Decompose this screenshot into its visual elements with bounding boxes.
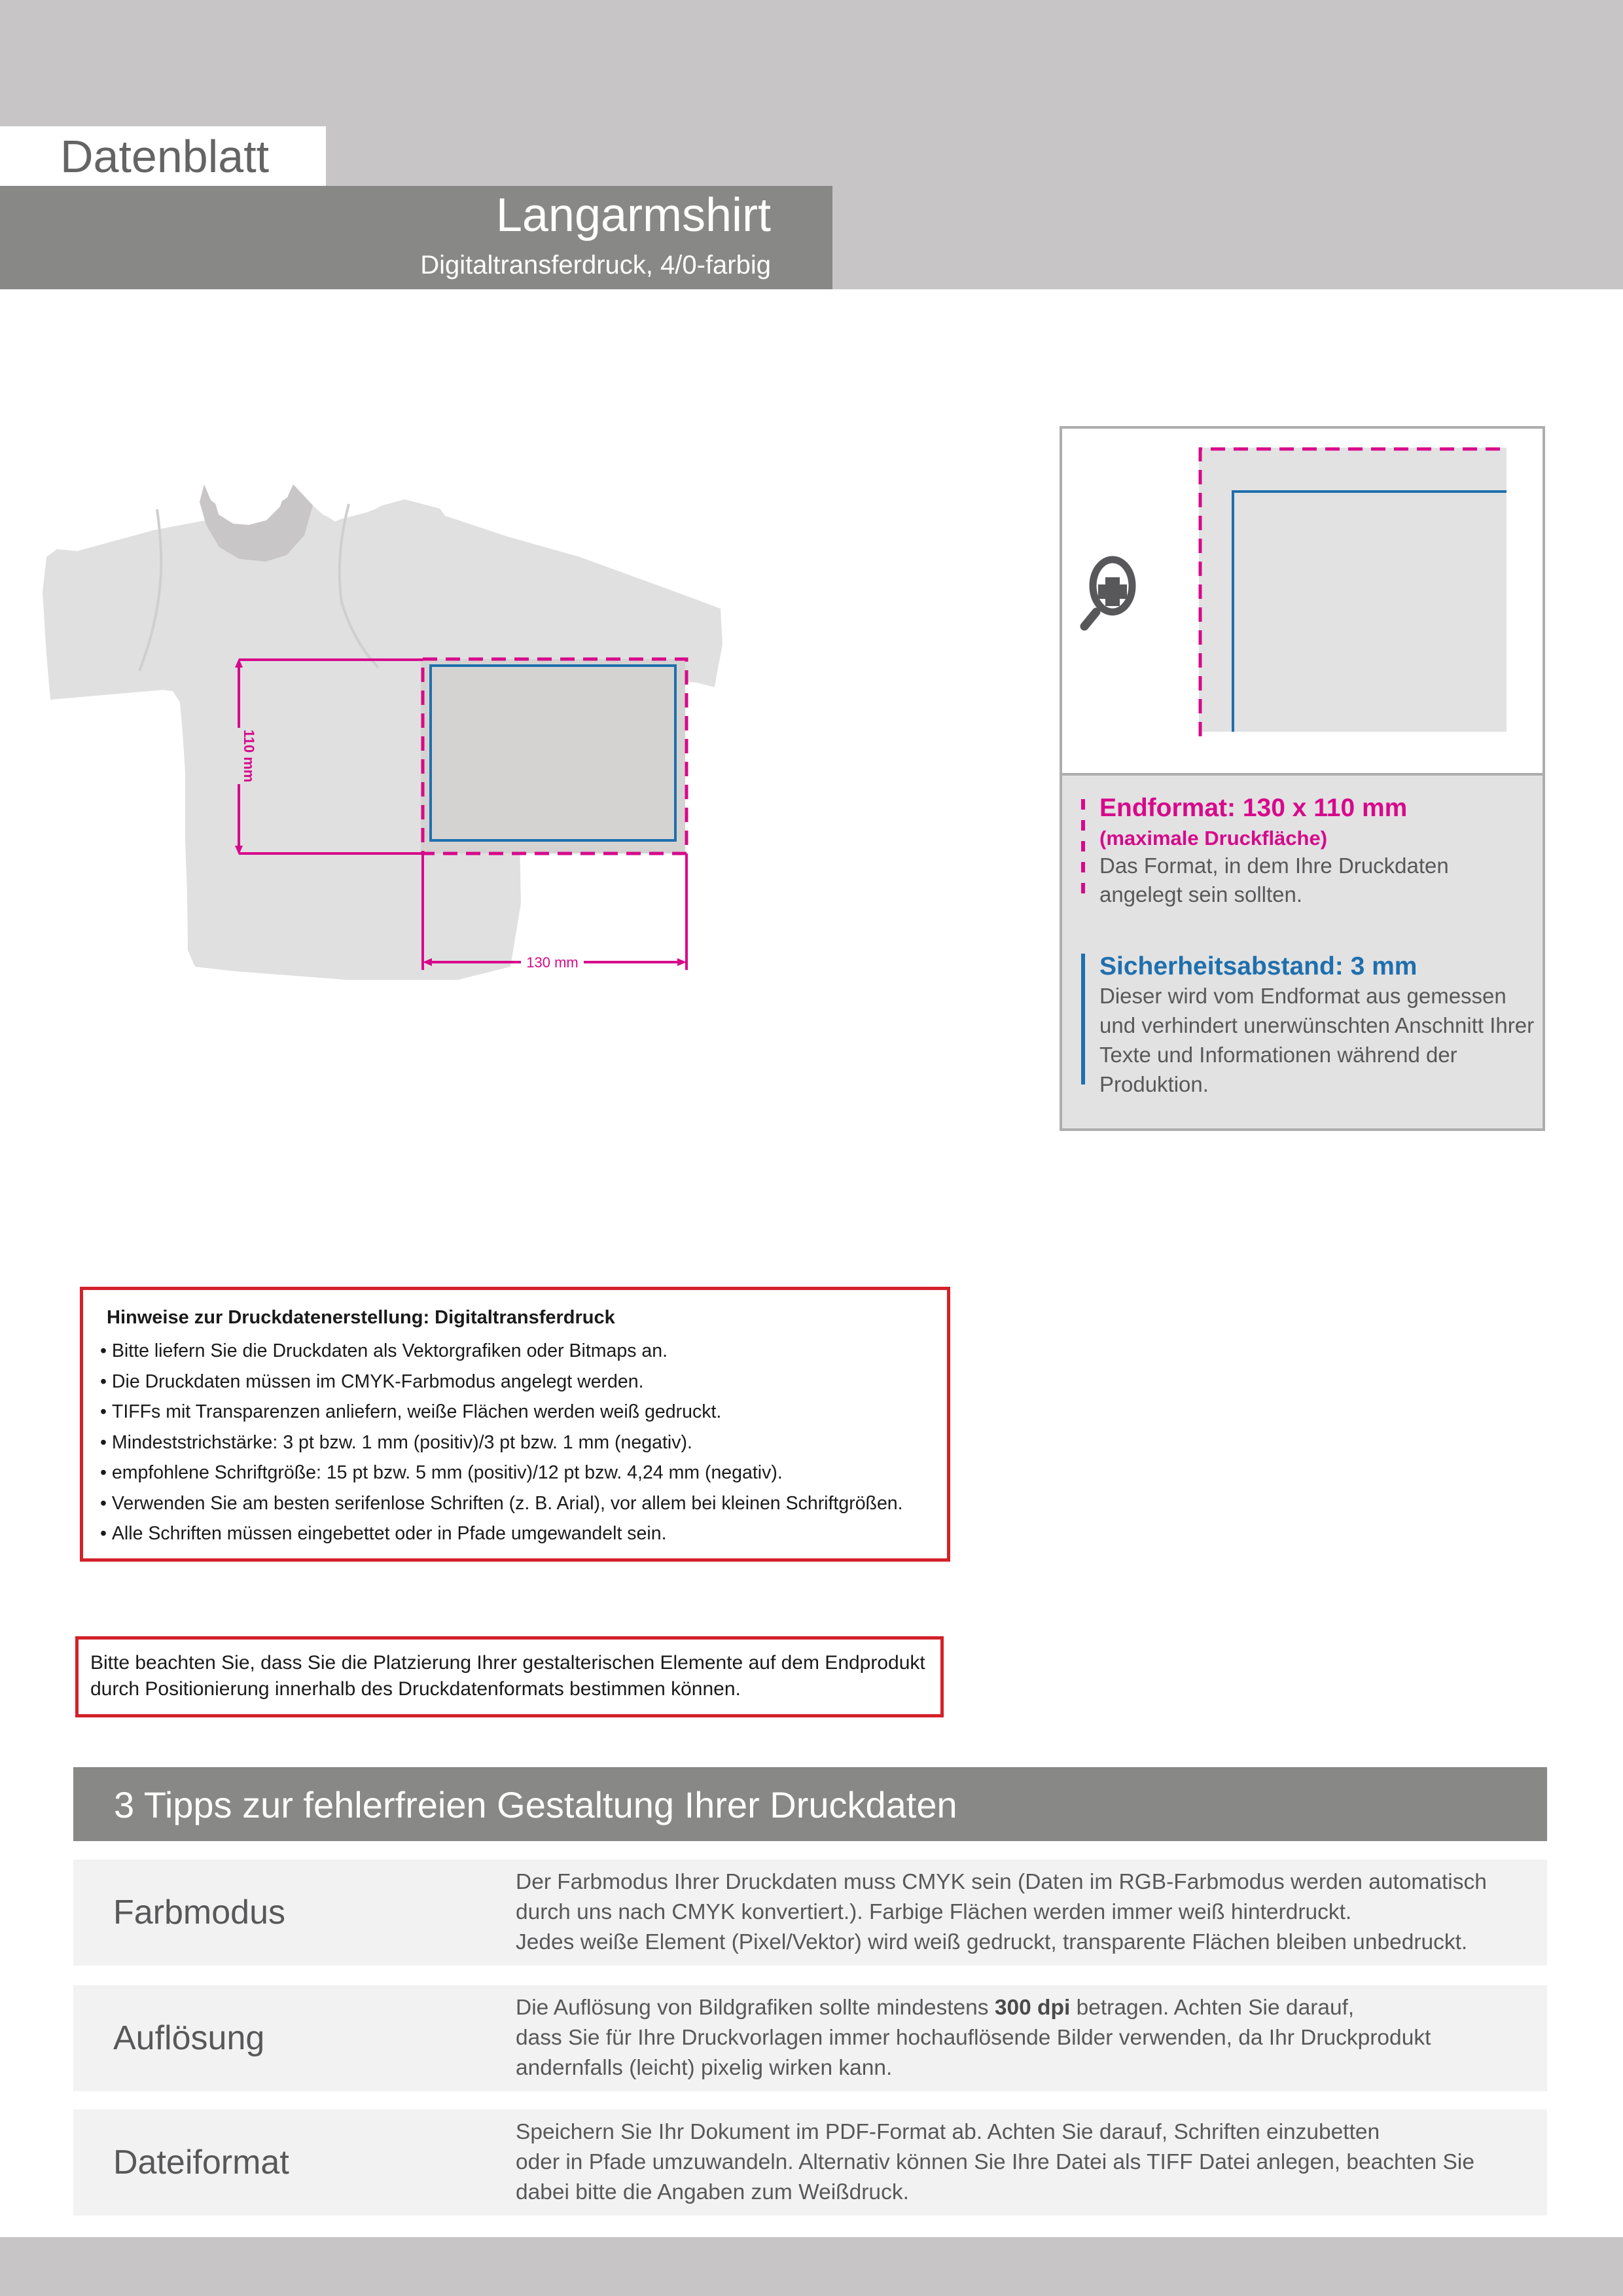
corner-detail-area bbox=[1062, 429, 1543, 776]
tips-header bbox=[73, 1767, 1547, 1841]
print-area-fill bbox=[421, 659, 685, 853]
tip-text-line: Speichern Sie Ihr Dokument im PDF-Format ab. Achten Sie darauf, Schriften einzubetten bbox=[516, 2120, 1380, 2144]
tip-text-line: Jedes weiße Element (Pixel/Vektor) wird weiß gedruckt, transparente Flächen bleiben unbedruckt. bbox=[516, 1930, 1468, 1954]
print-method: Digitaltransferdruck, 4/0-farbig bbox=[420, 251, 771, 279]
footer-bar bbox=[0, 2237, 1623, 2296]
tip-text-line: oder in Pfade umzuwandeln. Alternativ können Sie Ihre Datei als TIFF Datei anlegen, beachten Sie bbox=[516, 2150, 1474, 2174]
tip-label: Farbmodus bbox=[113, 1893, 285, 1931]
hint-item: • Bitte liefern Sie die Druckdaten als Vektorgrafiken oder Bitmaps an. bbox=[100, 1336, 903, 1367]
corner-detail-graphic bbox=[1062, 429, 1543, 773]
tips-title: 3 Tipps zur fehlerfreien Gestaltung Ihrer Druckdaten bbox=[114, 1784, 957, 1825]
endformat-description: Das Format, in dem Ihre Druckdaten angelegt sein sollten. bbox=[1099, 853, 1449, 906]
tip-row-dateiformat bbox=[73, 2109, 1547, 2215]
tip-row-aufloesung bbox=[73, 1985, 1547, 2091]
width-label: 130 mm bbox=[526, 954, 579, 971]
hint-item: • Mindeststrichstärke: 3 pt bzw. 1 mm (positiv)/3 pt bzw. 1 mm (negativ). bbox=[100, 1427, 903, 1458]
magnifier-plus-icon[interactable] bbox=[1084, 560, 1132, 626]
hint-item: • Die Druckdaten müssen im CMYK-Farbmodus angelegt werden. bbox=[100, 1367, 903, 1397]
endformat-title: Endformat: 130 x 110 mm bbox=[1099, 794, 1408, 822]
format-description-area bbox=[1062, 776, 1543, 1128]
tip-text-emphasis: 300 dpi bbox=[994, 1996, 1071, 2020]
safety-title: Sicherheitsabstand: 3 mm bbox=[1099, 952, 1418, 980]
tip-text-line: dabei bitte die Angaben zum Weißdruck. bbox=[516, 2180, 909, 2204]
doc-title: Datenblatt bbox=[60, 131, 270, 182]
tip-text-line: dass Sie für Ihre Druckvorlagen immer hochauflösende Bilder verwenden, da Ihr Druckprodukt bbox=[516, 2026, 1431, 2050]
tip-text-line: andernfalls (leicht) pixelig wirken kann. bbox=[516, 2056, 893, 2080]
tip-text-segment: betragen. Achten Sie darauf, bbox=[1070, 1996, 1355, 2020]
tip-row-farbmodus bbox=[73, 1859, 1547, 1965]
shirt-illustration bbox=[39, 484, 1047, 995]
height-label: 110 mm bbox=[241, 729, 257, 783]
tip-label: Dateiformat bbox=[113, 2144, 289, 2181]
safety-marker bbox=[1081, 954, 1085, 1085]
tip-text bbox=[516, 1867, 1537, 1958]
safety-description: Dieser wird vom Endformat aus gemessen und verhindert unerwünschten Anschnitt Ihrer Texte und Informationen während der Produktion. bbox=[1099, 984, 1535, 1096]
tip-text bbox=[516, 2117, 1537, 2208]
hint-item: • TIFFs mit Transparenzen anliefern, weiße Flächen werden weiß gedruckt. bbox=[100, 1397, 903, 1427]
tip-text-segment: Die Auflösung von Bildgrafiken sollte mindestens bbox=[516, 1996, 995, 2020]
width-arrow-right bbox=[677, 958, 687, 966]
placement-note-box bbox=[75, 1636, 944, 1717]
hint-item: • Verwenden Sie am besten serifenlose Schriften (z. B. Arial), vor allem bei kleinen Schriftgrößen. bbox=[100, 1488, 903, 1519]
placement-note-text: Bitte beachten Sie, dass Sie die Platzierung Ihrer gestalterischen Elemente auf dem Endprodukt durch Positionierung innerhalb des Druckdatenformats bestimmen können. bbox=[90, 1652, 925, 1700]
endformat-subtitle: (maximale Druckfläche) bbox=[1099, 827, 1328, 850]
tip-text-line bbox=[516, 1993, 1537, 2023]
hints-title: Hinweise zur Druckdatenerstellung: Digitaltransferdruck bbox=[107, 1307, 615, 1328]
tip-text bbox=[516, 1993, 1537, 2083]
endformat-marker bbox=[1081, 799, 1085, 904]
hints-list bbox=[100, 1336, 903, 1549]
hint-item: • empfohlene Schriftgröße: 15 pt bzw. 5 mm (positiv)/12 pt bzw. 4,24 mm (negativ). bbox=[100, 1458, 903, 1488]
format-info-panel bbox=[1060, 426, 1545, 1131]
tip-text-line: Der Farbmodus Ihrer Druckdaten muss CMYK sein (Daten im RGB-Farbmodus werden automatisch bbox=[516, 1870, 1487, 1894]
print-data-hints-box bbox=[80, 1287, 950, 1562]
product-name: Langarmshirt bbox=[495, 189, 771, 242]
tip-label: Auflösung bbox=[113, 2019, 265, 2057]
hint-item: • Alle Schriften müssen eingebettet oder in Pfade umgewandelt sein. bbox=[100, 1518, 903, 1549]
tip-text-line: durch uns nach CMYK konvertiert.). Farbige Flächen werden immer weiß hinterdruckt. bbox=[516, 1900, 1352, 1924]
